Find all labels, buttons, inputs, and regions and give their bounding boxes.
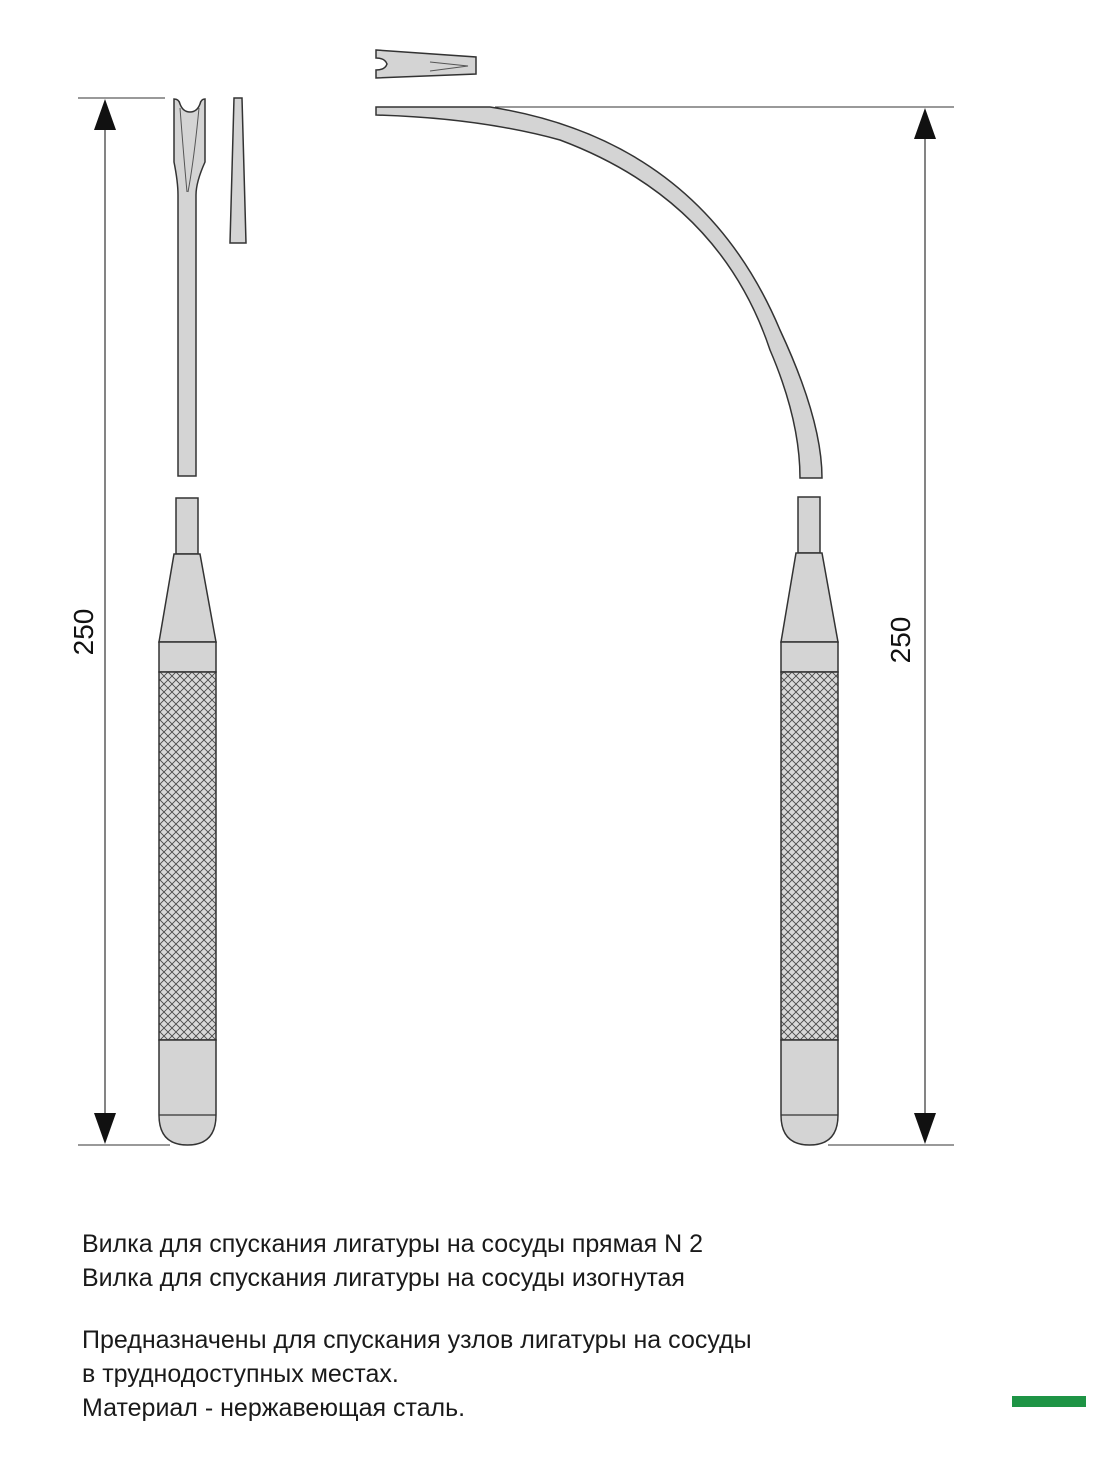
curved-length-label: 250	[885, 616, 916, 664]
product-description	[82, 1323, 752, 1425]
straight-shaft-lower	[176, 498, 198, 554]
straight-fork	[159, 98, 246, 1145]
curved-shaft	[376, 107, 822, 478]
purpose-line-2: в труднодоступных местах.	[82, 1360, 399, 1388]
straight-fork-tip	[174, 99, 205, 476]
curved-handle-taper	[781, 553, 838, 642]
curved-handle-endcap	[781, 1040, 838, 1145]
title-straight: Вилка для спускания лигатуры на сосуды прямая N 2	[82, 1230, 704, 1258]
straight-length-label: 250	[68, 608, 99, 656]
curved-fork	[376, 50, 838, 1145]
material-line: Материал - нержавеющая сталь.	[82, 1394, 466, 1422]
curved-fork-tip	[376, 50, 476, 78]
curved-handle-knurl	[781, 672, 838, 1040]
curved-shaft-lower	[798, 497, 820, 553]
straight-fork-side-view	[230, 98, 246, 243]
product-titles	[82, 1227, 703, 1295]
title-curved: Вилка для спускания лигатуры на сосуды изогнутая	[82, 1264, 685, 1292]
straight-handle-taper	[159, 554, 216, 642]
accent-bar	[1012, 1396, 1086, 1407]
purpose-line-1: Предназначены для спускания узлов лигатуры на сосуды	[82, 1326, 752, 1354]
curved-handle-collar	[781, 642, 838, 672]
straight-handle-endcap	[159, 1040, 216, 1145]
straight-handle-knurl	[159, 672, 216, 1040]
straight-handle-collar	[159, 642, 216, 672]
